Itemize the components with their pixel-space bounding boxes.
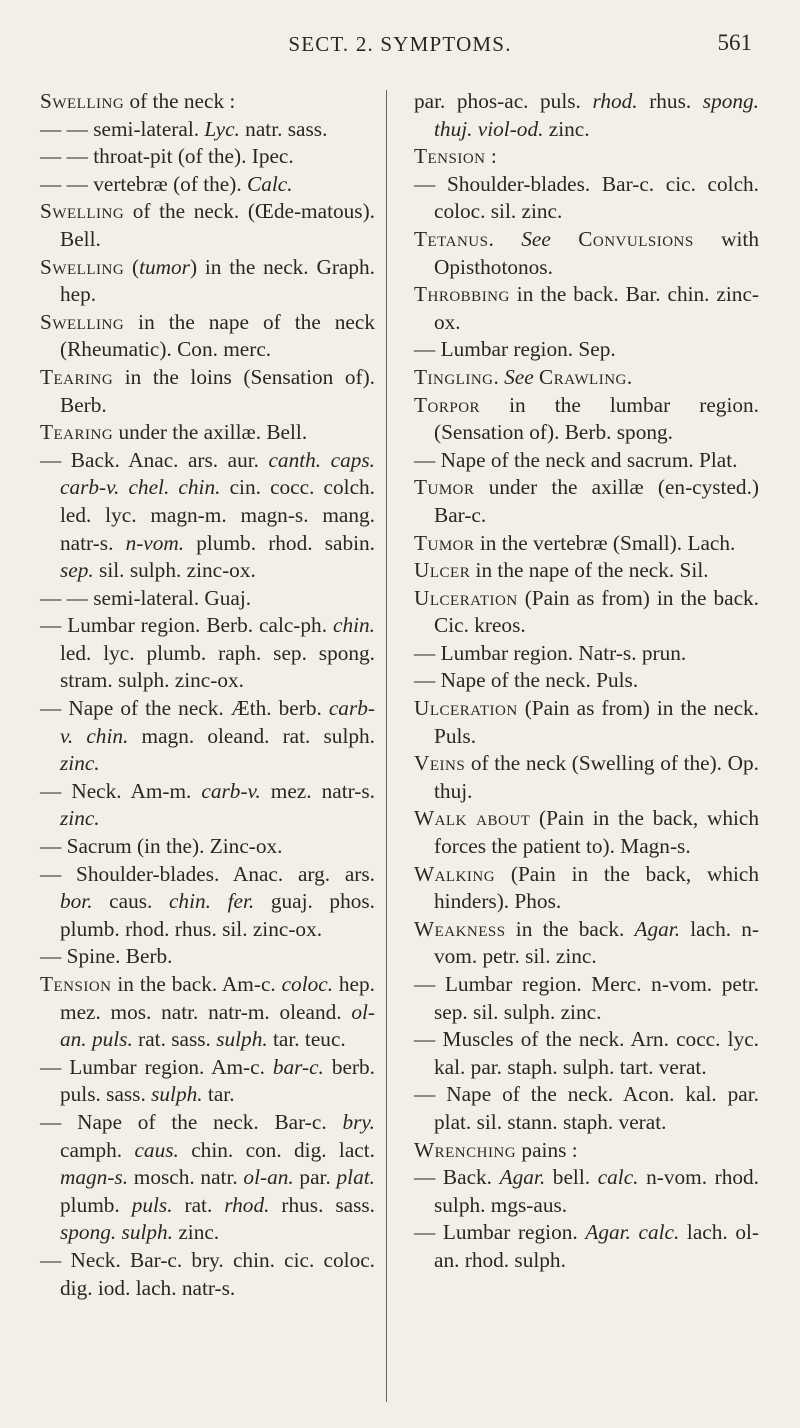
- entry-text: sulph.: [216, 1027, 268, 1052]
- index-entry: [414, 226, 759, 281]
- index-entry: [40, 88, 375, 116]
- entry-text: — Neck. Am-m.: [40, 778, 202, 803]
- entry-text: — Spine. Berb.: [40, 944, 173, 969]
- entry-text: chin. fer.: [168, 889, 255, 914]
- entry-text: sulph.: [151, 1082, 203, 1107]
- entry-text: n-vom. rhod. sulph. mgs-aus.: [434, 1165, 760, 1217]
- entry-text: rat. sass.: [132, 1027, 217, 1052]
- index-entry: [40, 364, 375, 419]
- entry-text: — Shoulder-blades. Bar-c. cic. colch. coloc. sil. zinc.: [414, 171, 759, 224]
- entry-text: — Nape of the neck. Acon. kal. par. plat. sil. stann. staph. verat.: [414, 1082, 759, 1134]
- entry-text: in the vertebræ (Small). Lach.: [474, 530, 736, 555]
- entry-text: Lyc.: [204, 116, 240, 141]
- index-entry: [414, 805, 759, 860]
- entry-text: — Lumbar region. Merc. n-vom. petr. sep. sil. sulph. zinc.: [414, 972, 759, 1024]
- entry-text: .: [626, 364, 633, 389]
- entry-heading: Tearing: [40, 420, 114, 445]
- entry-text: Agar.: [499, 1165, 546, 1190]
- entry-text: camph.: [60, 1137, 135, 1162]
- entry-text: rhod.: [224, 1192, 270, 1217]
- entry-text: lach. n-vom. petr. sil. zinc.: [434, 916, 759, 969]
- entry-text: zinc.: [60, 751, 100, 776]
- index-entry: [414, 88, 759, 143]
- index-entry: [40, 695, 375, 778]
- index-entry: [414, 336, 759, 364]
- entry-text: lach. ol-an. rhod. sulph.: [434, 1220, 759, 1272]
- entry-text: in the nape of the neck (Rheumatic). Con. merc.: [60, 309, 375, 362]
- index-entry: [414, 447, 759, 475]
- index-entry: [40, 1247, 375, 1302]
- index-entry: [40, 309, 375, 364]
- entry-text: zinc.: [173, 1220, 220, 1245]
- index-entry: [414, 1164, 759, 1219]
- entry-text: coloc.: [281, 972, 334, 996]
- entry-text: in the loins (Sensation of). Berb.: [60, 364, 375, 417]
- entry-text: — — semi-lateral. Guaj.: [40, 585, 252, 610]
- entry-text: — Nape of the neck. Æth. berb.: [40, 696, 329, 721]
- entry-text: caus.: [92, 889, 169, 914]
- entry-text: See: [521, 226, 551, 251]
- entry-text: (Pain as from) in the neck. Puls.: [434, 696, 759, 748]
- entry-text: — Lumbar region. Berb. calc-ph.: [40, 613, 333, 638]
- index-entry: [414, 695, 759, 750]
- index-entry: [414, 1137, 759, 1165]
- entry-heading: Walking: [414, 861, 496, 886]
- entry-text: — Nape of the neck. Bar-c.: [40, 1109, 343, 1134]
- entry-text: — Nape of the neck and sacrum. Plat.: [414, 447, 738, 472]
- entry-text: sil. sulph. zinc-ox.: [93, 558, 256, 583]
- entry-text: rhus.: [637, 89, 703, 113]
- entry-text: tar.: [202, 1082, 235, 1107]
- entry-text: in the nape of the neck. Sil.: [470, 558, 709, 583]
- index-entry: [414, 861, 759, 916]
- index-entry: [40, 116, 375, 144]
- entry-text: .: [493, 364, 505, 389]
- entry-text: of the neck. (Œde-matous). Bell.: [60, 199, 375, 251]
- entry-text: Agar. calc.: [585, 1220, 680, 1245]
- index-entry: [40, 943, 375, 971]
- entry-heading: Wrenching: [414, 1137, 517, 1162]
- entry-text: in the back.: [505, 916, 635, 941]
- entry-text: ) in the neck. Graph. hep.: [60, 254, 376, 307]
- entry-text: cin. cocc. colch. led. lyc. magn-m. magn-s. mang. natr-s.: [60, 475, 375, 555]
- index-entry: [40, 447, 375, 585]
- entry-text: tumor: [139, 254, 190, 279]
- entry-text: [551, 227, 578, 251]
- page-header: [0, 28, 800, 68]
- entry-text: par.: [293, 1165, 337, 1190]
- entry-text: (Pain as from) in the back. Cic. kreos.: [434, 585, 759, 638]
- index-entry: [414, 530, 759, 558]
- entry-heading: Tension: [40, 972, 112, 996]
- entry-heading: Convulsions: [578, 226, 694, 251]
- index-entry: [414, 585, 759, 640]
- entry-text: of the neck (Swelling of the). Op. thuj.: [434, 751, 759, 803]
- page-number: 561: [717, 30, 752, 55]
- index-entry: [40, 861, 375, 944]
- index-entry: [40, 419, 375, 447]
- index-entry: [40, 1109, 375, 1247]
- entry-heading: Veins: [414, 751, 466, 776]
- entry-text: :: [485, 144, 497, 169]
- entry-text: in the back. Bar. chin. zinc-ox.: [434, 282, 759, 334]
- entry-text: spong. thuj. viol-od.: [434, 89, 759, 141]
- entry-text: of the neck :: [124, 89, 236, 113]
- entry-text: — Back. Anac. ars. aur.: [40, 447, 269, 472]
- entry-text: — Neck. Bar-c. bry. chin. cic. coloc. dig. iod. lach. natr-s.: [40, 1247, 375, 1300]
- entry-text: — Nape of the neck. Puls.: [414, 668, 639, 693]
- entry-text: bar-c.: [272, 1054, 324, 1079]
- entry-heading: Ulcer: [414, 558, 471, 583]
- entry-text: (Pain in the back, which hinders). Phos.: [434, 861, 759, 914]
- entry-text: mez. natr-s.: [260, 778, 375, 803]
- entry-text: — Shoulder-blades. Anac. arg. ars.: [40, 861, 375, 886]
- entry-heading: Tingling: [414, 364, 494, 389]
- left-column: [40, 88, 375, 1302]
- entry-text: — Back.: [414, 1165, 500, 1190]
- index-entry: [40, 198, 375, 253]
- entry-heading: Weakness: [414, 916, 506, 941]
- index-entry: [40, 143, 375, 171]
- entry-text: rhod.: [592, 89, 638, 113]
- index-entry: [414, 171, 759, 226]
- entry-text: Calc.: [247, 171, 293, 196]
- right-column: [414, 88, 759, 1275]
- entry-text: with Opisthotonos.: [434, 226, 759, 279]
- entry-text: bell.: [545, 1165, 598, 1190]
- entry-heading: Tension: [414, 144, 486, 169]
- entry-text: tar. teuc.: [267, 1027, 346, 1052]
- index-entry: [40, 778, 375, 833]
- index-entry: [414, 916, 759, 971]
- entry-text: ol-an.: [243, 1165, 294, 1190]
- entry-text: carb-v.: [201, 778, 261, 803]
- entry-text: bry.: [342, 1109, 375, 1134]
- entry-text: n-vom.: [125, 530, 185, 555]
- entry-text: berb. puls. sass.: [60, 1054, 375, 1107]
- entry-heading: Tumor: [414, 475, 475, 500]
- entry-text: — Lumbar region. Natr-s. prun.: [414, 640, 687, 665]
- entry-text: magn. oleand. rat. sulph.: [128, 723, 375, 748]
- entry-text: — — vertebræ (of the).: [40, 171, 247, 196]
- entry-heading: Tumor: [414, 530, 475, 555]
- entry-text: — Muscles of the neck. Arn. cocc. lyc. kal. par. staph. sulph. tart. verat.: [414, 1027, 759, 1079]
- index-entry: [40, 254, 375, 309]
- entry-text: puls.: [131, 1192, 173, 1217]
- entry-heading: Tetanus: [414, 226, 489, 251]
- entry-heading: Ulceration: [414, 696, 518, 721]
- entry-heading: Walk about: [414, 806, 531, 831]
- entry-text: rat.: [172, 1192, 225, 1217]
- entry-text: carb-v. chin.: [60, 696, 375, 748]
- entry-text: (Pain in the back, which forces the patient to). Magn-s.: [434, 806, 759, 859]
- entry-heading: Swelling: [40, 309, 125, 334]
- entry-text: See: [504, 364, 534, 389]
- entry-text: calc.: [597, 1165, 639, 1190]
- entry-text: magn-s.: [60, 1165, 129, 1190]
- entry-heading: Ulceration: [414, 585, 518, 610]
- index-entry: [414, 640, 759, 668]
- entry-text: led. lyc. plumb. raph. sep. spong. stram. sulph. zinc-ox.: [60, 640, 375, 693]
- entry-text: (: [124, 254, 140, 279]
- index-entry: [414, 1026, 759, 1081]
- index-entry: [414, 392, 759, 447]
- entry-text: under the axillæ. Bell.: [113, 420, 308, 445]
- entry-text: hep. mez. mos. natr. natr-m. oleand.: [60, 972, 375, 1024]
- entry-text: par. phos-ac. puls.: [414, 89, 593, 113]
- entry-text: — Lumbar region. Am-c.: [40, 1054, 273, 1079]
- entry-text: plumb. rhod. sabin.: [184, 530, 375, 555]
- entry-text: sep.: [60, 558, 94, 583]
- entry-text: pains :: [516, 1137, 578, 1162]
- index-entry: [414, 1219, 759, 1274]
- entry-text: guaj. phos. plumb. rhod. rhus. sil. zinc-ox.: [60, 889, 375, 941]
- entry-text: — — semi-lateral.: [40, 116, 205, 141]
- entry-heading: Swelling: [40, 89, 125, 113]
- entry-text: — Sacrum (in the). Zinc-ox.: [40, 834, 283, 859]
- index-entry: [414, 1081, 759, 1136]
- entry-heading: Tearing: [40, 364, 114, 389]
- entry-heading: Torpor: [414, 392, 481, 417]
- entry-text: — Lumbar region. Sep.: [414, 337, 616, 362]
- entry-text: — Lumbar region.: [414, 1220, 586, 1245]
- entry-text: — — throat-pit (of the). Ipec.: [40, 144, 294, 169]
- entry-text: chin.: [333, 613, 375, 638]
- entry-text: in the back. Am-c.: [111, 972, 282, 996]
- entry-text: rhus. sass.: [269, 1192, 375, 1217]
- entry-heading: Swelling: [40, 199, 125, 224]
- entry-text: plat.: [336, 1165, 375, 1190]
- entry-text: plumb.: [60, 1192, 132, 1217]
- index-entry: [414, 971, 759, 1026]
- index-entry: [414, 667, 759, 695]
- entry-text: Agar.: [634, 916, 681, 941]
- entry-text: mosch. natr.: [128, 1165, 244, 1190]
- index-entry: [414, 143, 759, 171]
- index-entry: [414, 750, 759, 805]
- running-title: SECT. 2. SYMPTOMS.: [288, 32, 512, 56]
- index-entry: [40, 1054, 375, 1109]
- entry-text: natr. sass.: [239, 116, 328, 141]
- entry-heading: Swelling: [40, 254, 125, 279]
- entry-text: spong. sulph.: [60, 1220, 174, 1245]
- index-entry: [40, 585, 375, 613]
- entry-text: chin. con. dig. lact.: [178, 1137, 375, 1162]
- entry-heading: Throbbing: [414, 282, 510, 307]
- entry-text: canth. caps. carb-v. chel. chin.: [60, 447, 375, 500]
- entry-text: .: [488, 226, 522, 251]
- index-entry: [40, 971, 375, 1054]
- column-divider: [386, 90, 387, 1402]
- index-entry: [414, 557, 759, 585]
- entry-text: zinc.: [60, 806, 100, 831]
- entry-text: ol-an. puls.: [60, 999, 375, 1052]
- index-entry: [40, 612, 375, 695]
- entry-text: bor.: [60, 889, 93, 914]
- index-entry: [40, 171, 375, 199]
- entry-text: zinc.: [543, 116, 590, 141]
- index-entry: [40, 833, 375, 861]
- index-entry: [414, 364, 759, 392]
- entry-heading: Crawling: [539, 364, 627, 389]
- entry-text: under the axillæ (en-cysted.) Bar-c.: [434, 475, 759, 527]
- entry-text: caus.: [134, 1137, 179, 1162]
- entry-text: in the lumbar region. (Sensation of). Berb. spong.: [434, 392, 759, 445]
- index-entry: [414, 281, 759, 336]
- index-entry: [414, 474, 759, 529]
